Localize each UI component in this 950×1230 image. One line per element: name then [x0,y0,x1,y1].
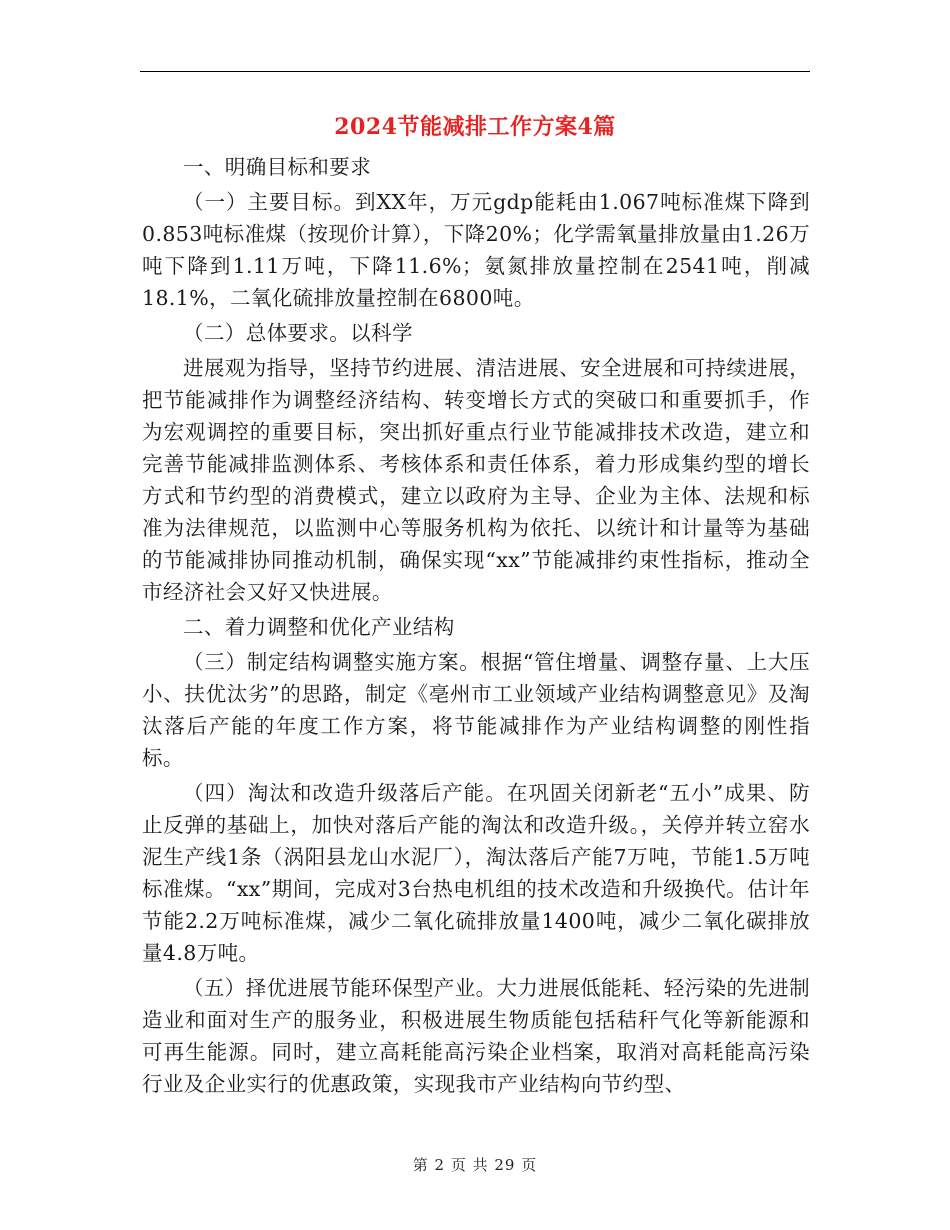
document-body [142,151,810,1103]
paragraph: （二）总体要求。以科学 [183,321,413,345]
paragraph: 进展观为指导，坚持节约进展、清洁进展、安全进展和可持续进展，把节能减排作为调整经济结构、转变增长方式的突破口和重要抓手，作为宏观调控的重要目标，突出抓好重点行业节能减排技术改造，建立和完善节能减排监测体系、考核体系和责任体系，着力形成集约型的增长方式和节约型的消费模式，建立以政府为主导、企业为主体、法规和标准为法律规范，以监测中心等服务机构为依托、以统计和计量等为基础的节能减排协同推动机制，确保实现“xx”节能减排约束性指标，推动全市经济社会又好又快进展。 [142,356,810,604]
document-title: 2024节能减排工作方案4篇 [334,114,616,140]
header-rule [140,71,810,72]
section-heading: 一、明确目标和要求 [183,155,372,179]
section-heading: 二、着力调整和优化产业结构 [183,615,455,639]
paragraph: （一）主要目标。到XX年，万元gdp能耗由1.067吨标准煤下降到0.853吨标准煤（按现价计算），下降20%；化学需氧量排放量由1.26万吨下降到1.11万吨，下降11.6%；氨氮排放量控制在2541吨，削减18.1%，二氧化硫排放量控制在6800吨。 [142,190,810,310]
paragraph: （五）择优进展节能环保型产业。大力进展低能耗、轻污染的先进制造业和面对生产的服务业，积极进展生物质能包括秸秆气化等新能源和可再生能源。同时，建立高耗能高污染企业档案，取消对高耗能高污染行业及企业实行的优惠政策，实现我市产业结构向节约型、 [142,976,810,1096]
paragraph: （四）淘汰和改造升级落后产能。在巩固关闭新老“五小”成果、防止反弹的基础上，加快对落后产能的淘汰和改造升级。，关停并转立窑水泥生产线1条（涡阳县龙山水泥厂），淘汰落后产能7万吨，节能1.5万吨标准煤。“xx”期间，完成对3台热电机组的技术改造和升级换代。估计年节能2.2万吨标准煤，减少二氧化硫排放量1400吨，减少二氧化碳排放量4.8万吨。 [142,781,810,965]
page-number-footer: 第 2 页 共 29 页 [412,1156,538,1174]
paragraph: （三）制定结构调整实施方案。根据“管住增量、调整存量、上大压小、扶优汰劣”的思路，制定《亳州市工业领域产业结构调整意见》及淘汰落后产能的年度工作方案，将节能减排作为产业结构调整的刚性指标。 [142,650,810,770]
